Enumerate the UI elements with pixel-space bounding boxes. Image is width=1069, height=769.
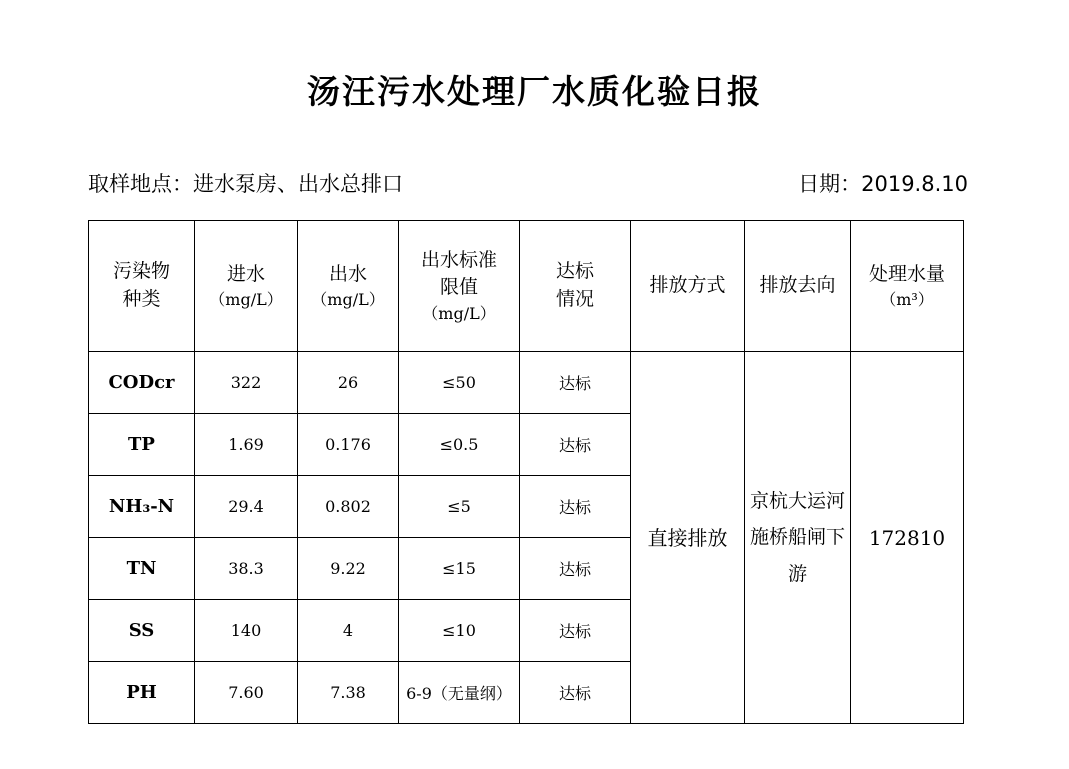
cell-influent-value: 38.3: [195, 538, 298, 600]
table-body: [89, 352, 964, 724]
cell-effluent-value: 0.176: [298, 414, 399, 476]
cell-influent-value: 7.60: [195, 662, 298, 724]
cell-standard-limit: ≤5: [399, 476, 520, 538]
cell-compliance-status: 达标: [520, 476, 631, 538]
table-row: [89, 352, 964, 414]
cell-compliance-status: 达标: [520, 600, 631, 662]
cell-influent-value: 322: [195, 352, 298, 414]
cell-pollutant-name: NH₃-N: [89, 476, 195, 538]
cell-influent-value: 29.4: [195, 476, 298, 538]
cell-pollutant-name: TP: [89, 414, 195, 476]
meta-row: [88, 168, 968, 198]
header-standard: [399, 221, 520, 352]
header-compliance-line2: 情况: [555, 288, 594, 310]
cell-influent-value: 140: [195, 600, 298, 662]
header-effluent-line1: 出水: [328, 262, 367, 285]
header-effluent: [298, 221, 399, 352]
cell-standard-limit: ≤0.5: [399, 414, 520, 476]
cell-pollutant-name: PH: [89, 662, 195, 724]
header-compliance-line1: 达标: [555, 260, 594, 283]
cell-pollutant-name: TN: [89, 538, 195, 600]
header-standard-unit: （mg/L）: [422, 303, 496, 323]
table-header-row: [89, 221, 964, 352]
header-discharge-mode: 排放方式: [631, 221, 745, 352]
report-date: 日期：2019.8.10: [798, 172, 968, 196]
cell-effluent-value: 7.38: [298, 662, 399, 724]
cell-pollutant-name: CODcr: [89, 352, 195, 414]
cell-effluent-value: 9.22: [298, 538, 399, 600]
header-influent: [195, 221, 298, 352]
cell-standard-limit: ≤15: [399, 538, 520, 600]
page-title: 汤汪污水处理厂水质化验日报: [307, 72, 762, 111]
cell-standard-limit: ≤10: [399, 600, 520, 662]
cell-effluent-value: 0.802: [298, 476, 399, 538]
cell-effluent-value: 26: [298, 352, 399, 414]
cell-standard-limit: ≤50: [399, 352, 520, 414]
cell-standard-limit: 6-9（无量纲）: [399, 662, 520, 724]
header-influent-unit: （mg/L）: [209, 290, 283, 310]
header-pollutant-line2: 种类: [122, 288, 161, 310]
cell-compliance-status: 达标: [520, 662, 631, 724]
cell-discharge-destination: 京杭大运河施桥船闸下游: [745, 352, 851, 724]
header-compliance: [520, 221, 631, 352]
cell-influent-value: 1.69: [195, 414, 298, 476]
header-standard-line2: 限值: [439, 276, 478, 299]
water-quality-table: [88, 220, 964, 724]
table-header: [89, 221, 964, 352]
cell-discharge-mode: 直接排放: [631, 352, 745, 724]
header-effluent-unit: （mg/L）: [311, 290, 385, 310]
header-treated-volume-unit: （m³）: [880, 290, 934, 310]
cell-compliance-status: 达标: [520, 414, 631, 476]
sample-location: 取样地点：进水泵房、出水总排口: [88, 172, 403, 196]
header-treated-volume: [851, 221, 964, 352]
cell-compliance-status: 达标: [520, 538, 631, 600]
cell-pollutant-name: SS: [89, 600, 195, 662]
header-standard-line1: 出水标准: [420, 248, 497, 271]
header-pollutant: [89, 221, 195, 352]
header-influent-line1: 进水: [226, 262, 265, 285]
header-pollutant-line1: 污染物: [112, 260, 170, 283]
header-treated-volume-line1: 处理水量: [868, 262, 945, 285]
cell-effluent-value: 4: [298, 600, 399, 662]
cell-compliance-status: 达标: [520, 352, 631, 414]
cell-treated-volume: 172810: [851, 352, 964, 724]
header-discharge-destination: 排放去向: [745, 221, 851, 352]
